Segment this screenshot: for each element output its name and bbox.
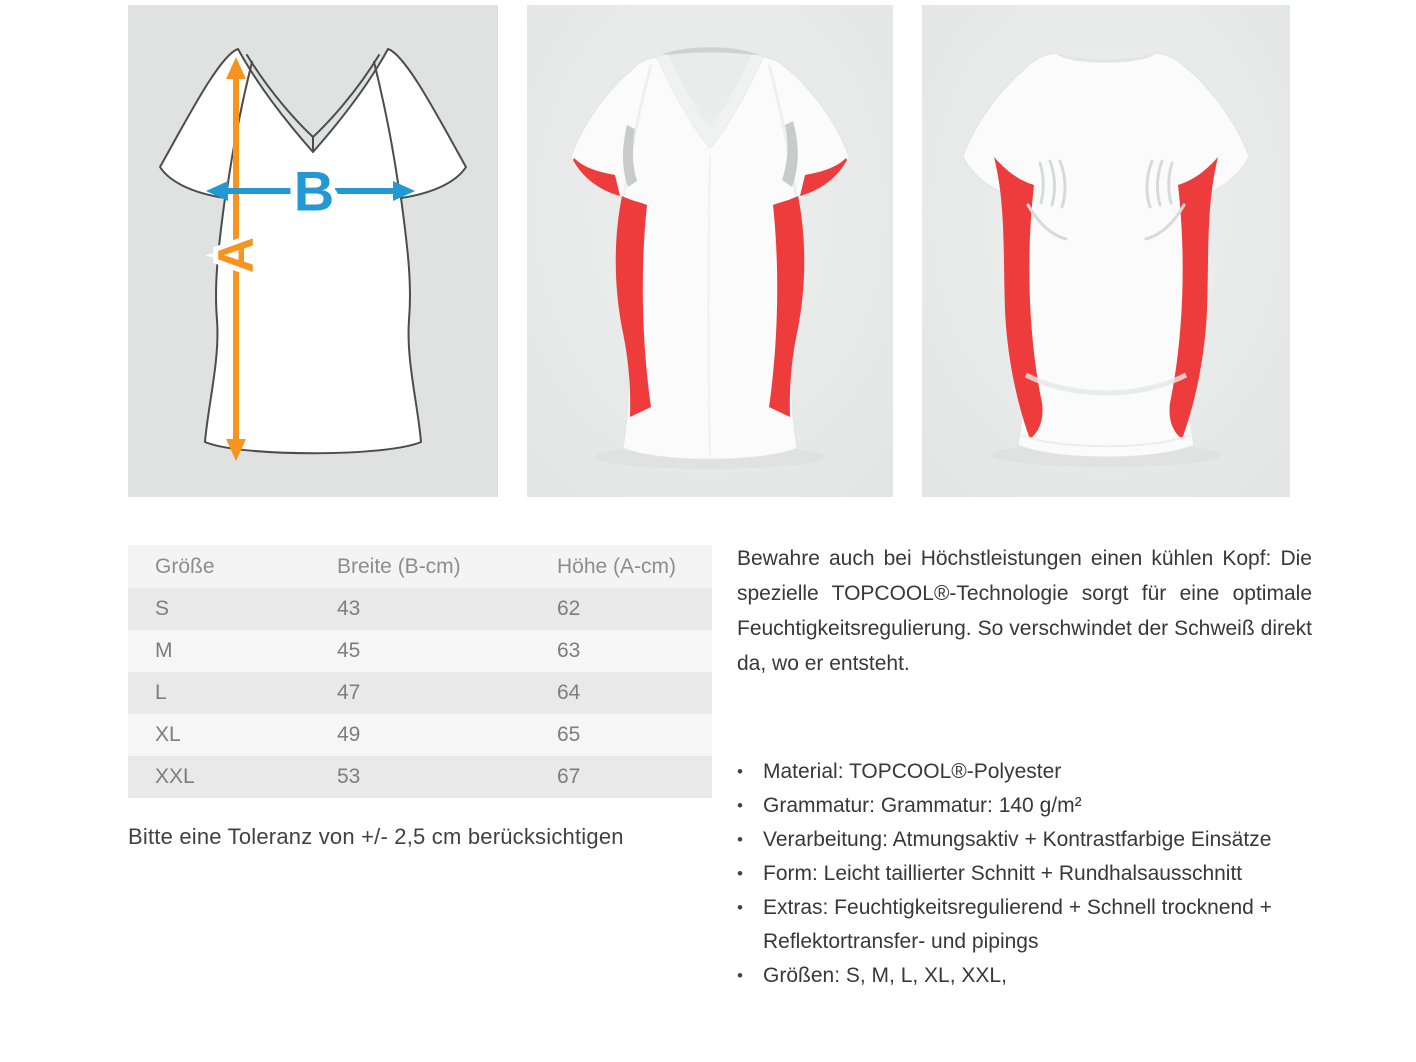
size-cell: S [128, 588, 310, 630]
hoehe-cell: 64 [530, 672, 712, 714]
size-table [128, 545, 712, 798]
hoehe-cell: 67 [530, 756, 712, 798]
feature-text: Grammatur: Grammatur: 140 g/m² [763, 794, 1082, 817]
back-view-image [922, 5, 1290, 497]
tolerance-note: Bitte eine Toleranz von +/- 2,5 cm berücksichtigen [128, 824, 624, 849]
bullet-icon: • [737, 898, 743, 917]
table-row [128, 714, 712, 756]
bullet-icon: • [737, 864, 743, 883]
front-view-image [527, 5, 893, 497]
table-row [128, 588, 712, 630]
feature-item-material [737, 755, 1312, 789]
hoehe-cell: 63 [530, 630, 712, 672]
table-row [128, 630, 712, 672]
size-cell: XL [128, 714, 310, 756]
bullet-icon: • [737, 796, 743, 815]
breite-cell: 49 [310, 714, 530, 756]
product-description [737, 541, 1312, 987]
height-label: A [208, 236, 264, 274]
feature-list [737, 755, 1312, 993]
hoehe-cell: 65 [530, 714, 712, 756]
feature-item-groessen [737, 959, 1312, 993]
tshirt-back-photo [922, 5, 1290, 497]
table-row [128, 756, 712, 798]
column-header-breite: Breite (B-cm) [310, 545, 530, 588]
tshirt-measurement-diagram [128, 5, 498, 497]
breite-cell: 45 [310, 630, 530, 672]
size-cell: L [128, 672, 310, 714]
feature-item-form [737, 857, 1312, 891]
size-cell: XXL [128, 756, 310, 798]
feature-text: Größen: S, M, L, XL, XXL, [763, 964, 1007, 987]
measurement-diagram-image [128, 5, 498, 497]
bullet-icon: • [737, 966, 743, 985]
width-label: B [293, 159, 335, 223]
breite-cell: 47 [310, 672, 530, 714]
size-table-header-row [128, 545, 712, 588]
hoehe-cell: 62 [530, 588, 712, 630]
bullet-icon: • [737, 762, 743, 781]
breite-cell: 43 [310, 588, 530, 630]
column-header-groesse: Größe [128, 545, 310, 588]
description-intro: Bewahre auch bei Höchstleistungen einen kühlen Kopf: Die spezielle TOPCOOL®-Technologie sorgt für eine optimale Feuchtigkeitsregulierung. So verschwindet der Schweiß direkt da, wo er entsteht. [737, 547, 1312, 675]
feature-item-grammatur [737, 789, 1312, 823]
feature-text: Material: TOPCOOL®-Polyester [763, 760, 1062, 783]
bullet-icon: • [737, 830, 743, 849]
feature-text: Form: Leicht taillierter Schnitt + Rundhalsausschnitt [763, 862, 1243, 885]
feature-text: Extras: Feuchtigkeitsregulierend + Schnell trocknend + Reflektortransfer- und pipings [763, 896, 1272, 953]
tshirt-front-photo [527, 5, 893, 497]
feature-text: Verarbeitung: Atmungsaktiv + Kontrastfarbige Einsätze [763, 828, 1272, 851]
product-gallery [128, 5, 1290, 497]
column-header-hoehe: Höhe (A-cm) [530, 545, 712, 588]
feature-item-verarbeitung [737, 823, 1312, 857]
feature-item-extras [737, 891, 1312, 959]
table-row [128, 672, 712, 714]
breite-cell: 53 [310, 756, 530, 798]
size-cell: M [128, 630, 310, 672]
